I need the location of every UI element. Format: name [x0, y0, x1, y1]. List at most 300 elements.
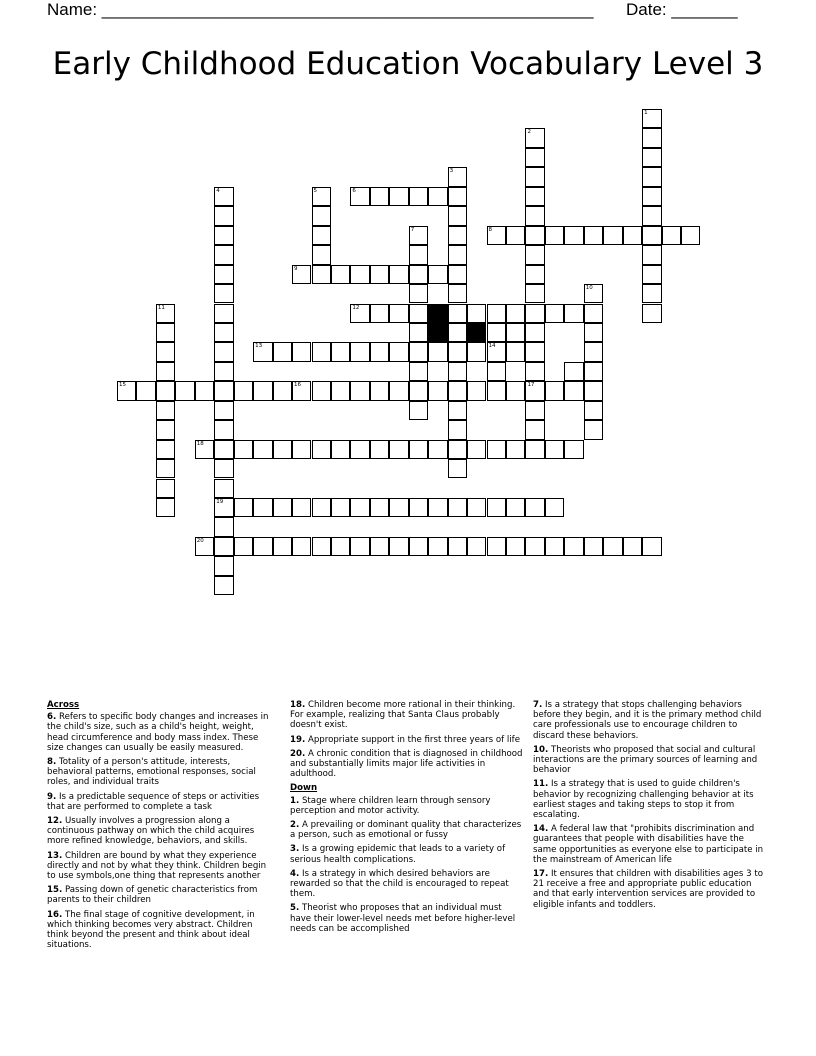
crossword-cell[interactable] — [409, 284, 428, 303]
crossword-cell[interactable] — [487, 323, 506, 342]
crossword-cell[interactable] — [506, 342, 525, 361]
clue-item — [47, 851, 275, 882]
crossword-cell[interactable] — [642, 128, 661, 147]
clue-text: Is a strategy that stops challenging behaviors before they begin, and it is the primary method child care professionals use to encourage children to discard these behaviors. — [533, 700, 762, 741]
crossword-cell[interactable] — [409, 537, 428, 556]
crossword-cell[interactable] — [331, 498, 350, 517]
crossword-cell[interactable] — [156, 420, 175, 439]
crossword-cell[interactable] — [448, 459, 467, 478]
crossword-cell[interactable] — [487, 498, 506, 517]
crossword-cell[interactable] — [428, 440, 447, 459]
clue-text: A chronic condition that is diagnosed in childhood and substantially limits major life activities in adulthood. — [290, 748, 523, 780]
crossword-cell[interactable] — [331, 265, 350, 284]
crossword-cell[interactable] — [156, 323, 175, 342]
crossword-black-cell — [467, 323, 486, 342]
crossword-cell[interactable] — [214, 342, 233, 361]
crossword-cell[interactable] — [175, 381, 194, 400]
crossword-cell[interactable] — [467, 304, 486, 323]
crossword-cell[interactable] — [584, 304, 603, 323]
crossword-cell[interactable] — [409, 226, 428, 245]
clue-number: 18 — [196, 440, 204, 447]
crossword-cell[interactable] — [448, 498, 467, 517]
crossword-cell[interactable] — [564, 226, 583, 245]
crossword-cell[interactable] — [370, 498, 389, 517]
crossword-cell[interactable] — [448, 187, 467, 206]
crossword-cell[interactable] — [525, 167, 544, 186]
clue-number: 11 — [157, 304, 165, 311]
crossword-cell[interactable] — [525, 128, 544, 147]
crossword-cell[interactable] — [253, 537, 272, 556]
crossword-cell[interactable] — [642, 245, 661, 264]
down-clues-list-continued — [533, 700, 768, 910]
crossword-cell[interactable] — [642, 167, 661, 186]
crossword-cell[interactable] — [545, 537, 564, 556]
crossword-cell[interactable] — [409, 498, 428, 517]
crossword-cell[interactable] — [428, 265, 447, 284]
crossword-cell[interactable] — [292, 265, 311, 284]
crossword-cell[interactable] — [195, 440, 214, 459]
crossword-cell[interactable] — [292, 440, 311, 459]
clues-column-1 — [47, 700, 275, 954]
crossword-cell[interactable] — [273, 498, 292, 517]
crossword-cell[interactable] — [214, 245, 233, 264]
clue-number: 6. — [47, 712, 57, 723]
crossword-cell[interactable] — [525, 304, 544, 323]
crossword-cell[interactable] — [312, 187, 331, 206]
clue-item — [290, 735, 525, 745]
crossword-cell[interactable] — [350, 537, 369, 556]
crossword-cell[interactable] — [525, 440, 544, 459]
crossword-cell[interactable] — [292, 537, 311, 556]
clue-number: 9 — [294, 265, 298, 272]
crossword-cell[interactable] — [448, 265, 467, 284]
clue-item — [47, 757, 275, 788]
crossword-cell[interactable] — [525, 226, 544, 245]
crossword-cell[interactable] — [370, 187, 389, 206]
crossword-cell[interactable] — [370, 304, 389, 323]
crossword-cell[interactable] — [525, 381, 544, 400]
crossword-cell[interactable] — [214, 576, 233, 595]
crossword-cell[interactable] — [487, 537, 506, 556]
crossword-cell[interactable] — [156, 342, 175, 361]
crossword-cell[interactable] — [428, 342, 447, 361]
crossword-cell[interactable] — [467, 381, 486, 400]
crossword-cell[interactable] — [525, 342, 544, 361]
crossword-cell[interactable] — [370, 342, 389, 361]
crossword-cell[interactable] — [350, 498, 369, 517]
clue-text: Is a strategy in which desired behaviors are rewarded so that the child is encouraged to repeat them. — [290, 868, 509, 900]
crossword-cell[interactable] — [506, 440, 525, 459]
crossword-cell[interactable] — [525, 323, 544, 342]
crossword-cell[interactable] — [350, 187, 369, 206]
page-title: Early Childhood Education Vocabulary Level 3 — [52, 46, 764, 82]
crossword-cell[interactable] — [409, 362, 428, 381]
clue-number: 1. — [290, 795, 300, 806]
clue-number: 5. — [290, 903, 300, 914]
clue-item — [290, 903, 525, 934]
clue-number: 3 — [449, 168, 454, 175]
crossword-cell[interactable] — [273, 381, 292, 400]
clue-text: Stage where children learn through sensory perception and motor activity. — [290, 795, 491, 816]
crossword-cell[interactable] — [487, 381, 506, 400]
date-line: Date: _______ — [626, 0, 738, 19]
clue-number: 7. — [533, 700, 543, 710]
crossword-cell[interactable] — [428, 187, 447, 206]
crossword-cell[interactable] — [525, 265, 544, 284]
clue-number: 14 — [488, 343, 496, 350]
crossword-cell[interactable] — [331, 381, 350, 400]
clue-number: 5 — [313, 187, 317, 194]
crossword-cell[interactable] — [350, 304, 369, 323]
crossword-cell[interactable] — [214, 459, 233, 478]
crossword-cell[interactable] — [312, 498, 331, 517]
crossword-cell[interactable] — [564, 537, 583, 556]
crossword-cell[interactable] — [214, 362, 233, 381]
crossword-cell[interactable] — [312, 381, 331, 400]
crossword-cell[interactable] — [389, 381, 408, 400]
clue-number: 18. — [290, 700, 306, 710]
crossword-cell[interactable] — [214, 304, 233, 323]
crossword-cell[interactable] — [409, 440, 428, 459]
crossword-cell[interactable] — [642, 148, 661, 167]
crossword-cell[interactable] — [234, 440, 253, 459]
crossword-cell[interactable] — [195, 381, 214, 400]
crossword-cell[interactable] — [409, 187, 428, 206]
crossword-cell[interactable] — [409, 245, 428, 264]
clue-text: Is a strategy that is used to guide children's behavior by recognizing challenging behavior at its earliest stages and taking steps to stop it from escalating. — [533, 779, 754, 821]
crossword-cell[interactable] — [273, 537, 292, 556]
crossword-cell[interactable] — [642, 109, 661, 128]
crossword-cell[interactable] — [312, 245, 331, 264]
clue-number: 13 — [255, 343, 263, 350]
crossword-cell[interactable] — [156, 362, 175, 381]
crossword-cell[interactable] — [214, 517, 233, 536]
crossword-cell[interactable] — [603, 226, 622, 245]
crossword-cell[interactable] — [389, 187, 408, 206]
clue-number: 15 — [119, 382, 126, 389]
crossword-cell[interactable] — [370, 440, 389, 459]
crossword-cell[interactable] — [506, 304, 525, 323]
clue-text: A prevailing or dominant quality that characterizes a person, such as emotional or fussy — [290, 820, 522, 841]
across-clues-list-continued — [290, 700, 525, 779]
crossword-cell[interactable] — [253, 440, 272, 459]
crossword-cell[interactable] — [214, 556, 233, 575]
crossword-cell[interactable] — [428, 304, 447, 323]
crossword-cell[interactable] — [467, 537, 486, 556]
crossword-cell[interactable] — [253, 342, 272, 361]
crossword-cell[interactable] — [428, 381, 447, 400]
clue-number: 8 — [488, 226, 493, 233]
crossword-cell[interactable] — [525, 245, 544, 264]
crossword-cell[interactable] — [448, 206, 467, 225]
crossword-cell[interactable] — [525, 401, 544, 420]
crossword-cell[interactable] — [525, 284, 544, 303]
crossword-cell[interactable] — [662, 226, 681, 245]
crossword-cell[interactable] — [389, 440, 408, 459]
crossword-cell[interactable] — [448, 245, 467, 264]
clue-number: 4 — [216, 187, 220, 194]
clue-number: 2 — [527, 129, 531, 136]
clue-text: Theorists who proposed that social and cultural interactions are the primary sources of learning and behavior — [533, 744, 758, 776]
crossword-cell[interactable] — [545, 381, 564, 400]
crossword-cell[interactable] — [525, 362, 544, 381]
crossword-cell[interactable] — [448, 440, 467, 459]
crossword-cell[interactable] — [312, 537, 331, 556]
crossword-cell[interactable] — [273, 342, 292, 361]
clue-item — [290, 869, 525, 900]
clue-item — [290, 749, 525, 780]
crossword-cell[interactable] — [467, 498, 486, 517]
clue-item — [47, 816, 275, 847]
crossword-black-cell — [428, 323, 447, 342]
crossword-cell[interactable] — [234, 381, 253, 400]
clue-number: 17 — [527, 382, 535, 389]
crossword-cell[interactable] — [214, 420, 233, 439]
clue-item — [47, 910, 275, 951]
crossword-cell[interactable] — [448, 342, 467, 361]
crossword-cell[interactable] — [214, 206, 233, 225]
clue-number: 16. — [47, 909, 63, 920]
crossword-cell[interactable] — [642, 304, 661, 323]
clue-text: Appropriate support in the first three years of life — [305, 734, 520, 745]
crossword-cell[interactable] — [389, 537, 408, 556]
crossword-cell[interactable] — [545, 304, 564, 323]
clue-number: 12 — [352, 304, 360, 311]
crossword-cell[interactable] — [448, 226, 467, 245]
crossword-cell[interactable] — [312, 226, 331, 245]
crossword-cell[interactable] — [448, 362, 467, 381]
crossword-cell[interactable] — [156, 381, 175, 400]
crossword-cell[interactable] — [331, 440, 350, 459]
crossword-cell[interactable] — [448, 284, 467, 303]
crossword-cell[interactable] — [331, 537, 350, 556]
crossword-cell[interactable] — [642, 187, 661, 206]
crossword-cell[interactable] — [506, 381, 525, 400]
crossword-cell[interactable] — [642, 537, 661, 556]
clue-text: Is a predictable sequence of steps or activities that are performed to complete a task — [47, 791, 260, 812]
crossword-cell[interactable] — [623, 226, 642, 245]
crossword-cell[interactable] — [584, 323, 603, 342]
clue-number: 4. — [290, 868, 300, 879]
crossword-cell[interactable] — [214, 401, 233, 420]
crossword-cell[interactable] — [292, 498, 311, 517]
clue-number: 20. — [290, 748, 306, 759]
clue-text: Theorist who proposes that an individual must have their lower-level needs met before higher-level needs can be accomplished — [290, 903, 516, 934]
crossword-cell[interactable] — [487, 362, 506, 381]
clue-text: The final stage of cognitive development, in which thinking becomes very abstract. Children think beyond the present and think about ideal situations. — [47, 909, 255, 951]
crossword-cell[interactable] — [584, 537, 603, 556]
crossword-cell[interactable] — [584, 284, 603, 303]
clue-text: A federal law that "prohibits discrimination and guarantees that people with disabilities have the same opportunities as everyone else to participate in the mainstream of American life — [533, 824, 764, 865]
clue-text: It ensures that children with disabilities ages 3 to 21 receive a free and appropriate public education and that early intervention services are provided to eligible infants and toddlers. — [533, 869, 763, 910]
crossword-cell[interactable] — [584, 226, 603, 245]
crossword-cell[interactable] — [642, 265, 661, 284]
crossword-cell[interactable] — [156, 304, 175, 323]
crossword-cell[interactable] — [117, 381, 136, 400]
crossword-cell[interactable] — [350, 265, 369, 284]
down-clues-list — [290, 796, 525, 934]
clue-text: Refers to specific body changes and increases in the child's size, such as a child's height, weight, head circumference and body mass index. These size changes can usually be easily measured. — [47, 712, 269, 753]
clue-text: Passing down of genetic characteristics from parents to their children — [47, 885, 258, 906]
crossword-cell[interactable] — [448, 304, 467, 323]
crossword-cell[interactable] — [156, 498, 175, 517]
crossword-cell[interactable] — [156, 401, 175, 420]
clue-number: 20 — [196, 537, 204, 544]
crossword-cell[interactable] — [214, 537, 233, 556]
crossword-cell[interactable] — [370, 537, 389, 556]
crossword-cell[interactable] — [448, 420, 467, 439]
crossword-cell[interactable] — [370, 381, 389, 400]
crossword-cell[interactable] — [409, 323, 428, 342]
crossword-cell[interactable] — [428, 537, 447, 556]
clue-number: 19. — [290, 734, 306, 745]
clue-number: 15. — [47, 885, 63, 896]
clue-text: Totality of a person's attitude, interests, behavioral patterns, emotional responses, social roles, and individual traits — [47, 757, 256, 788]
crossword-cell[interactable] — [350, 440, 369, 459]
crossword-cell[interactable] — [214, 498, 233, 517]
crossword-cell[interactable] — [642, 284, 661, 303]
clues-column-3 — [533, 700, 768, 914]
clue-item — [533, 824, 768, 865]
crossword-cell[interactable] — [642, 206, 661, 225]
crossword-cell[interactable] — [525, 420, 544, 439]
crossword-cell[interactable] — [564, 304, 583, 323]
crossword-cell[interactable] — [525, 498, 544, 517]
crossword-cell[interactable] — [292, 342, 311, 361]
crossword-cell[interactable] — [487, 342, 506, 361]
crossword-cell[interactable] — [525, 537, 544, 556]
clue-number: 17. — [533, 869, 549, 880]
crossword-cell[interactable] — [506, 498, 525, 517]
crossword-cell[interactable] — [467, 440, 486, 459]
crossword-cell[interactable] — [428, 498, 447, 517]
crossword-cell[interactable] — [448, 381, 467, 400]
crossword-cell[interactable] — [214, 323, 233, 342]
crossword-cell[interactable] — [487, 440, 506, 459]
crossword-cell[interactable] — [350, 342, 369, 361]
clue-item — [533, 700, 768, 741]
crossword-cell[interactable] — [584, 362, 603, 381]
crossword-cell[interactable] — [448, 323, 467, 342]
crossword-cell[interactable] — [642, 226, 661, 245]
crossword-cell[interactable] — [545, 498, 564, 517]
crossword-cell[interactable] — [273, 440, 292, 459]
clue-number: 10. — [533, 744, 549, 755]
crossword-cell[interactable] — [195, 537, 214, 556]
crossword-cell[interactable] — [525, 148, 544, 167]
clue-text: Children become more rational in their thinking. For example, realizing that Santa Claus probably doesn't exist. — [290, 700, 516, 731]
crossword-cell[interactable] — [545, 226, 564, 245]
crossword-cell[interactable] — [156, 459, 175, 478]
crossword-cell[interactable] — [487, 226, 506, 245]
crossword-cell[interactable] — [156, 440, 175, 459]
crossword-cell[interactable] — [312, 342, 331, 361]
crossword-cell[interactable] — [584, 420, 603, 439]
crossword-cell[interactable] — [312, 206, 331, 225]
crossword-cell[interactable] — [584, 401, 603, 420]
crossword-cell[interactable] — [214, 440, 233, 459]
crossword-cell[interactable] — [506, 226, 525, 245]
crossword-cell[interactable] — [156, 479, 175, 498]
crossword-cell[interactable] — [389, 304, 408, 323]
crossword-cell[interactable] — [623, 537, 642, 556]
crossword-cell[interactable] — [214, 226, 233, 245]
clue-number: 3. — [290, 844, 300, 855]
crossword-cell[interactable] — [603, 537, 622, 556]
clue-item — [290, 844, 525, 864]
crossword-cell[interactable] — [253, 381, 272, 400]
crossword-cell[interactable] — [467, 342, 486, 361]
crossword-cell[interactable] — [253, 498, 272, 517]
crossword-cell[interactable] — [234, 537, 253, 556]
clue-item — [533, 869, 768, 910]
clue-number: 12. — [47, 816, 63, 827]
crossword-cell[interactable] — [409, 381, 428, 400]
crossword-cell[interactable] — [389, 342, 408, 361]
crossword-cell[interactable] — [584, 342, 603, 361]
clues-column-2 — [290, 700, 525, 938]
crossword-cell[interactable] — [136, 381, 155, 400]
crossword-cell[interactable] — [545, 440, 564, 459]
crossword-cell[interactable] — [409, 304, 428, 323]
crossword-cell[interactable] — [312, 265, 331, 284]
crossword-cell[interactable] — [681, 226, 700, 245]
crossword-cell[interactable] — [214, 265, 233, 284]
clue-text: Usually involves a progression along a continuous pathway on which the child acquires more refined knowledge, behaviors, and skills. — [47, 816, 255, 847]
crossword-cell[interactable] — [584, 381, 603, 400]
clue-number: 6 — [352, 187, 356, 194]
crossword-cell[interactable] — [409, 265, 428, 284]
clue-item — [290, 700, 525, 731]
crossword-cell[interactable] — [525, 206, 544, 225]
crossword-cell[interactable] — [312, 440, 331, 459]
clue-item — [290, 820, 525, 840]
crossword-cell[interactable] — [564, 440, 583, 459]
crossword-cell[interactable] — [350, 381, 369, 400]
crossword-cell[interactable] — [448, 167, 467, 186]
crossword-cell[interactable] — [564, 381, 583, 400]
clue-number: 11. — [533, 779, 549, 790]
clue-number: 9. — [47, 791, 57, 802]
crossword-cell[interactable] — [214, 479, 233, 498]
crossword-cell[interactable] — [409, 401, 428, 420]
crossword-cell[interactable] — [389, 265, 408, 284]
clue-item — [47, 792, 275, 812]
crossword-cell[interactable] — [389, 498, 408, 517]
crossword-cell[interactable] — [487, 304, 506, 323]
crossword-cell[interactable] — [214, 381, 233, 400]
clue-number: 1 — [644, 110, 648, 116]
crossword-cell[interactable] — [214, 187, 233, 206]
crossword-cell[interactable] — [525, 187, 544, 206]
crossword-cell[interactable] — [214, 284, 233, 303]
crossword-cell[interactable] — [448, 401, 467, 420]
crossword-cell[interactable] — [370, 265, 389, 284]
crossword-cell[interactable] — [448, 537, 467, 556]
crossword-cell[interactable] — [506, 537, 525, 556]
clue-item — [47, 885, 275, 905]
crossword-cell[interactable] — [292, 381, 311, 400]
crossword-cell[interactable] — [506, 323, 525, 342]
crossword-cell[interactable] — [409, 342, 428, 361]
clue-number: 13. — [47, 850, 63, 861]
crossword-cell[interactable] — [331, 342, 350, 361]
across-clues-list — [47, 712, 275, 950]
crossword-cell[interactable] — [234, 498, 253, 517]
clue-number: 16 — [294, 382, 302, 389]
crossword-cell[interactable] — [564, 362, 583, 381]
clue-number: 2. — [290, 820, 300, 831]
